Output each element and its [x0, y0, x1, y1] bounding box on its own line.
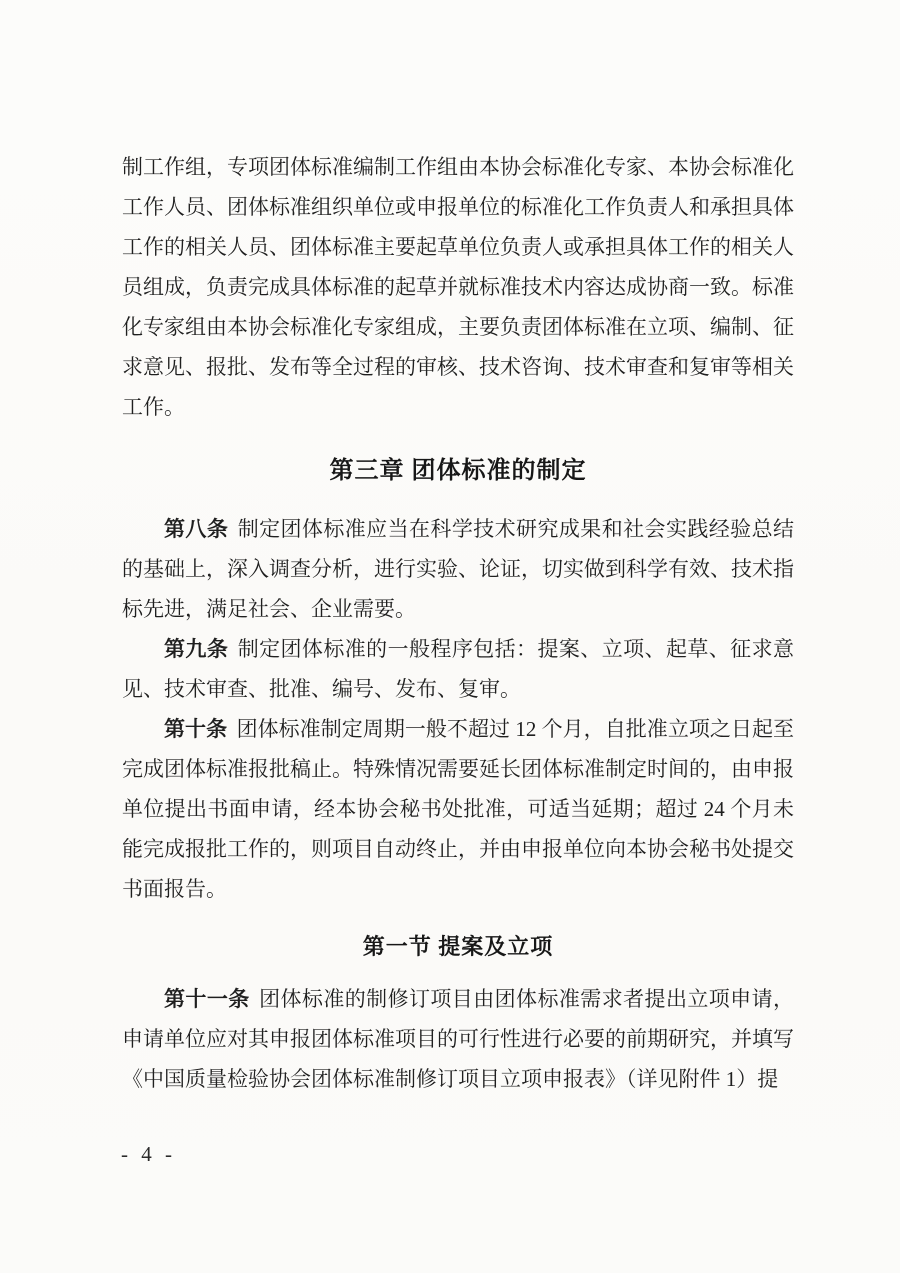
- document-content: [122, 147, 794, 1099]
- article-10-paragraph: [122, 709, 794, 909]
- article-11-paragraph: [122, 979, 794, 1099]
- article-11-text: 团体标准的制修订项目由团体标准需求者提出立项申请，申请单位应对其申报团体标准项目的可行性进行必要的前期研究，并填写《中国质量检验协会团体标准制修订项目立项申报表》（详见附件 1）提: [122, 987, 795, 1091]
- page-number: - 4 -: [121, 1142, 176, 1166]
- continuation-paragraph: 制工作组，专项团体标准编制工作组由本协会标准化专家、本协会标准化工作人员、团体标准组织单位或申报单位的标准化工作负责人和承担具体工作的相关人员、团体标准主要起草单位负责人或承担具体工作的相关人员组成，负责完成具体标准的起草并就标准技术内容达成协商一致。标准化专家组由本协会标准化专家组成，主要负责团体标准在立项、编制、征求意见、报批、发布等全过程的审核、技术咨询、技术审查和复审等相关工作。: [122, 155, 794, 419]
- chapter-heading: 第三章 团体标准的制定: [329, 458, 587, 484]
- article-11-number: 第十一条: [164, 987, 250, 1011]
- article-8-paragraph: [122, 509, 794, 629]
- article-10-text: 团体标准制定周期一般不超过 12 个月，自批准立项之日起至完成团体标准报批稿止。特殊情况需要延长团体标准制定时间的，由申报单位提出书面申请，经本协会秘书处批准，可适当延期；超过 24 个月未能完成报批工作的，则项目自动终止，并由申报单位向本协会秘书处提交书面报告。: [122, 717, 795, 901]
- article-8-text: 制定团体标准应当在科学技术研究成果和社会实践经验总结的基础上，深入调查分析，进行实验、论证，切实做到科学有效、技术指标先进，满足社会、企业需要。: [122, 517, 795, 621]
- article-10-number: 第十条: [164, 717, 228, 741]
- article-9-text: 制定团体标准的一般程序包括：提案、立项、起草、征求意见、技术审查、批准、编号、发布、复审。: [122, 637, 795, 701]
- article-9-paragraph: [122, 629, 794, 709]
- article-8-number: 第八条: [164, 517, 229, 541]
- section-heading: 第一节 提案及立项: [362, 934, 554, 959]
- article-9-number: 第九条: [164, 637, 229, 661]
